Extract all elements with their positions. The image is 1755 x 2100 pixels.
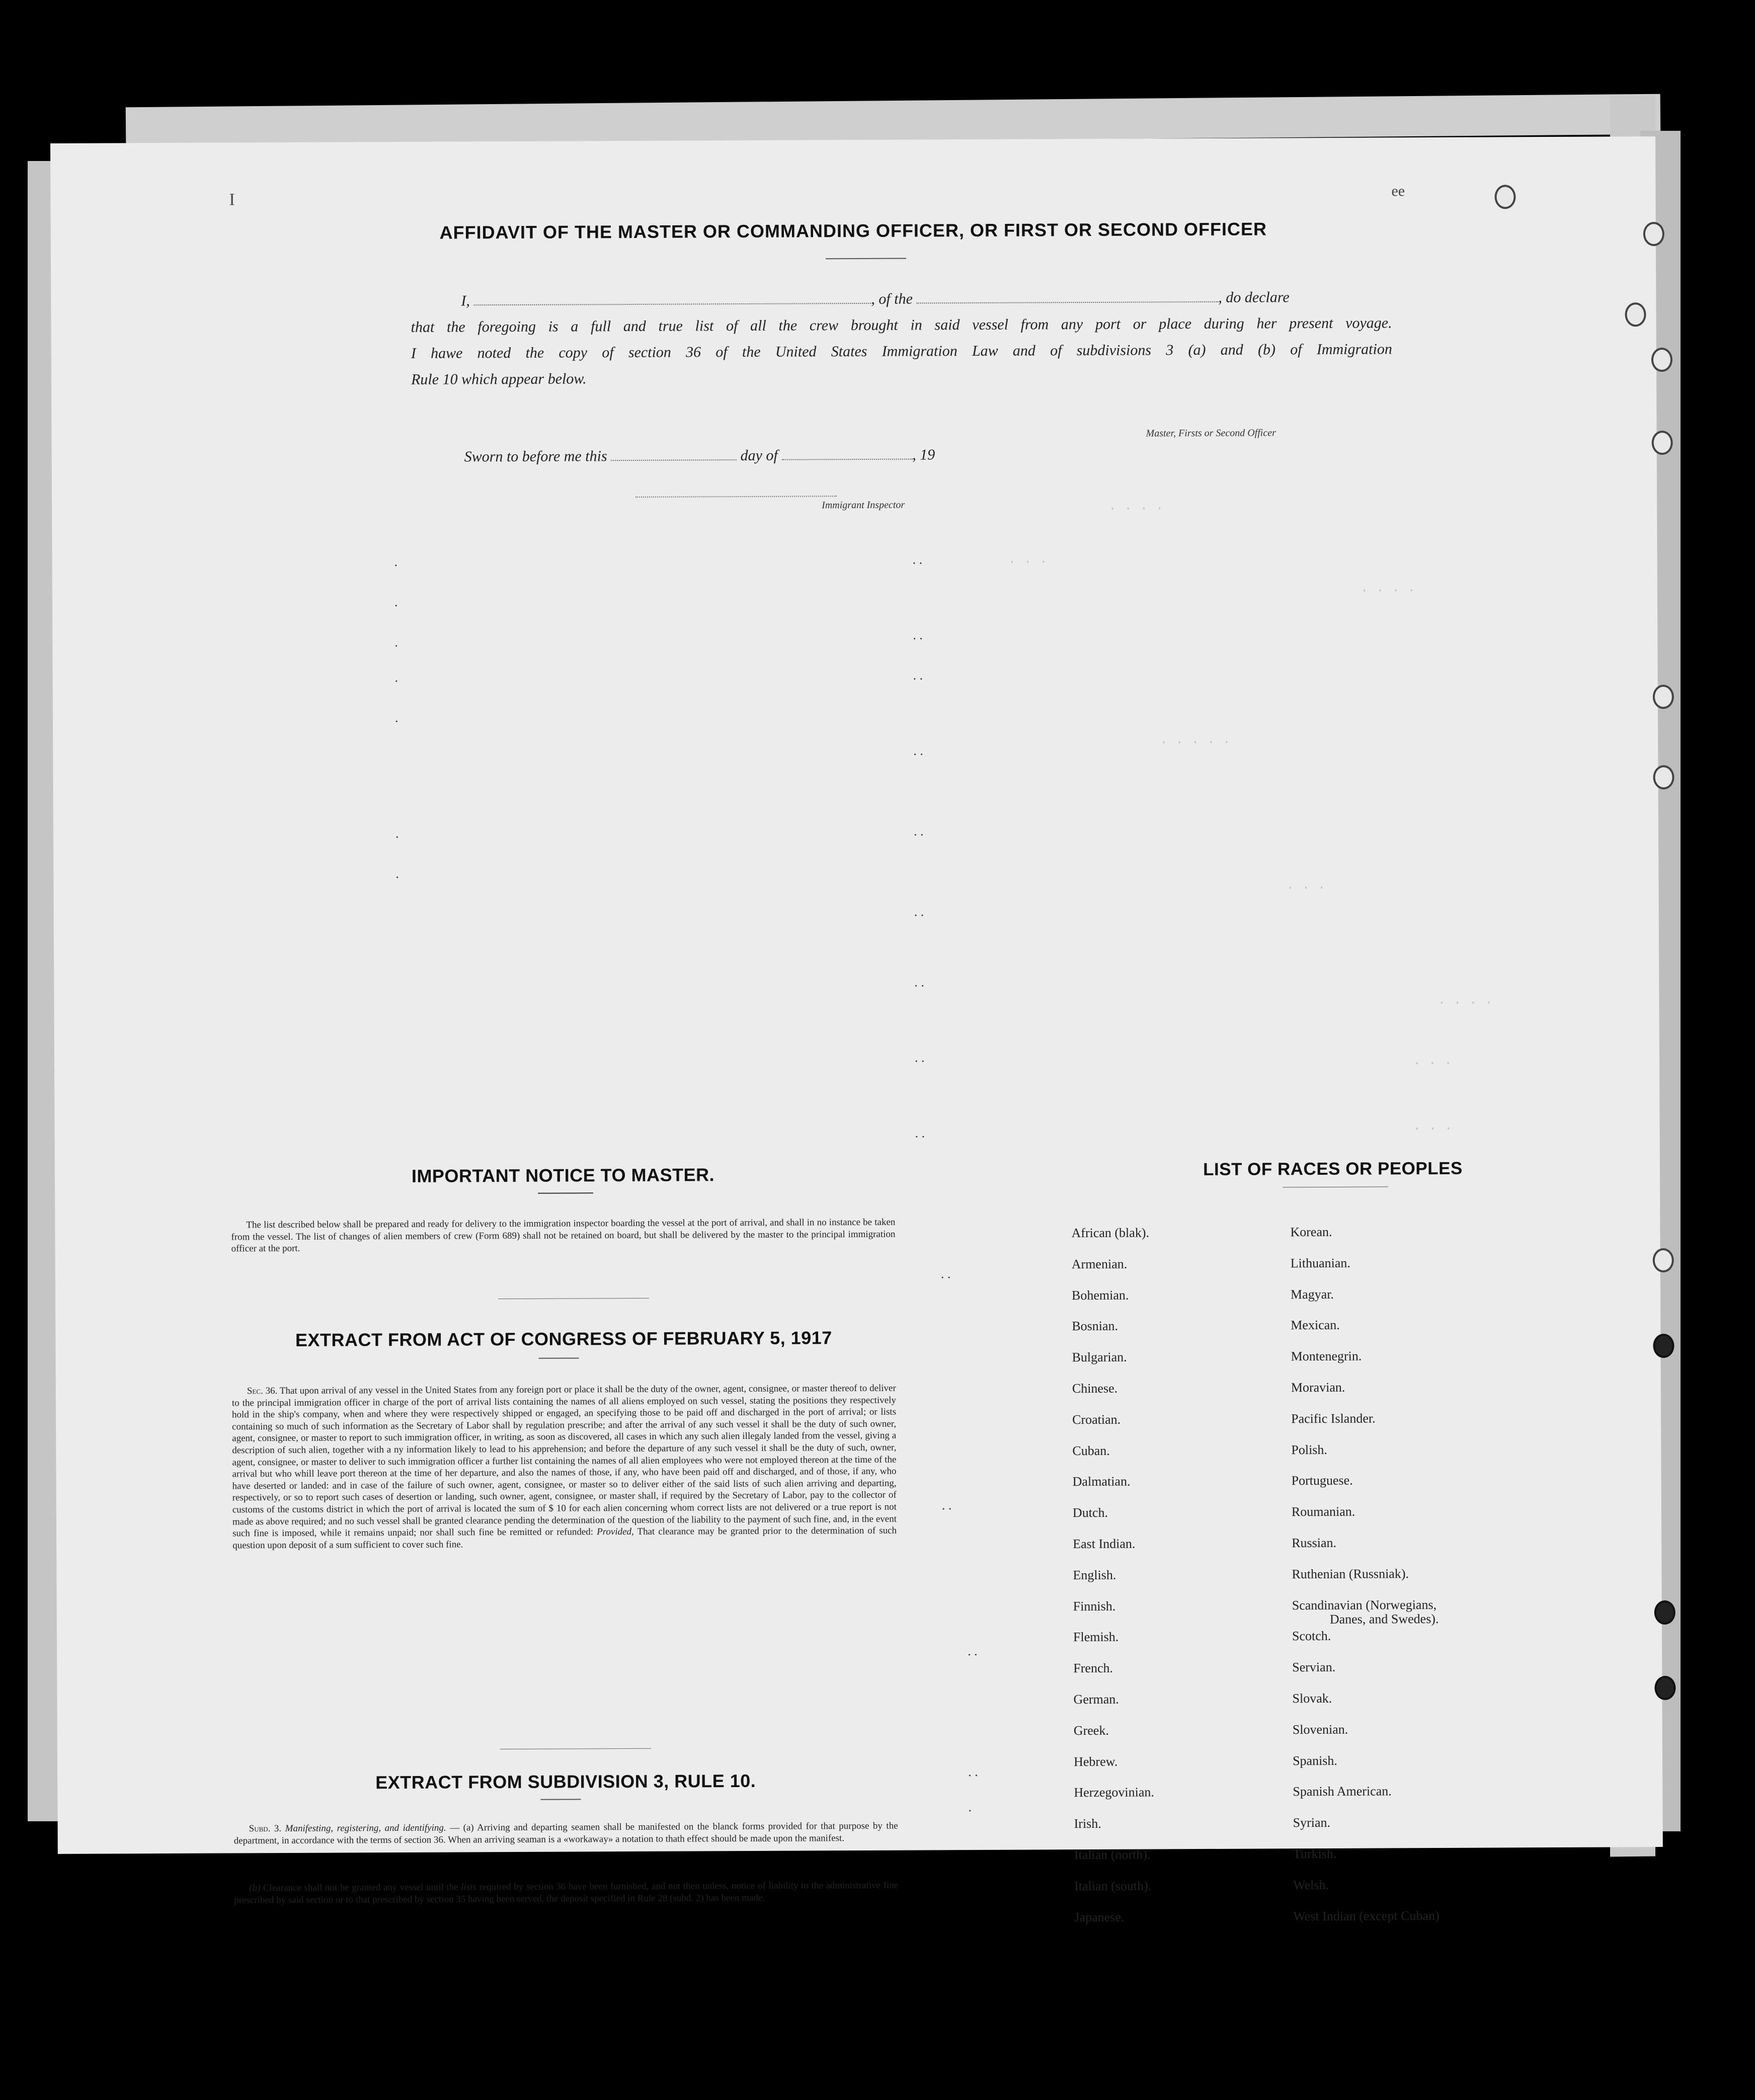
document-page: . . . . . . . . . . . . . . . . . . . . . . . . . . . . . I ee AFFIDAVIT OF THE MASTER OR COMMANDING OFFICER, OR FIRST OR SECOND OFFICER I, , of the , do declare that the foregoing is a full and true list of all the crew brought in said vessel from any port or place during her present voyage. I hawe noted the copy of section 36 of the United States Immigration Law and of subdivisions 3 (a) and (b) of Immigration Rule 10 which appear below. Master, Firsts or Second Officer Sworn to before me this day of , 19 Immigrant Inspector . . . . . . . . . . . . . . . . . . . . . . . . . . . . . . . . . . IMPORTANT NOTICE TO MASTER. The list described below shall be prepared and ready for delivery to the immigration inspector boarding the vessel at the port of arrival, and shall in no instance be taken from the vessel. The list of changes of alien members of crew (Form 689) shall not be retained on board, but shall be delivered by the master to the principal immigration officer at the port. EXTRACT FROM ACT OF CONGRESS OF FEBRUARY 5, 1917 Sec. 36. That upon arrival of any vessel in the United States from any foreign port or place it shall be the duty of the owner, agent, consignee, or master thereof to deliver to the principal immigration officer in charge of the port of arrival lists containing the names of all aliens employed on such vessel, stating the positions they respectively hold in the ship's company, when and where they were respectively shipped or engaged, an specifying those to be paid off and discharged in the port of arrival; or lists containing so much of such information as the Secretary of Labor shall by regulation prescribe; and after the arrival of any such vessel it shall be the duty of such owner, agent, consignee, or master to report to such immigration officer, in writing, as soon as discovered, all cases in which any such alien illegaly landed from the vessel, giving a description of such alien, together with a ny information likely to lead to his apprehension; and before the departure of any such vessel it shall be the duty of such, owner, agent, consignee, or master to deliver to such immigration officer a further list containing the names of all alien employees who were not employed thereon at the time of the arrival but who whill leave port thereon at the time of her departure, and also the names of those, if any, who have been paid off and discharged, and of those, if any, who have deserted or landed: and in case of the failure of such owner, agent, consignee, or master so to deliver either of the said lists of such alien arriving and departing, respectively, or so to report such cases of desertion or landing, such owner, agent, consignee, or master shall, if required by the Secretary of Labor, pay to the collector of customs of the customs district in which the port of arrival is located the sum of $ 10 for each alien concerning whom correct lists are not delivered or a true report is not made as above required; and no such vessel shall be granted clearance pending the determination of the question of the liability to the payment of such fine, and, in the event such fine is imposed, while it remains unpaid; nor shall such fine be remitted or refunded: Provided, That clearance may be granted prior to the determination of such question upon deposit of a sum sufficient to cover such fine. EXTRACT FROM SUBDIVISION 3, RULE 10. Subd. 3. Manifesting, registering, and identifying. — (a) Arriving and departing seamen shall be manifested on the blanck forms provided for that purpose by the department, in accordance with the terms of section 36. When an arriving seaman is a «workaway» a notation to thath effect should be made upon the manifest. (b) Clearance shall not be granted any vessel until the lists required by section 36 have been furnished, and not then unless, notice of liability to the administrative fine prescribed by said section or to that prescribed by section 35 having been served, the deposit specified in Rule 28 (subd. 2) has been made. LIST OF RACES OR PEOPLES African (blak). Armenian. Bohemian. Bosnian. Bulgarian. Chinese. Croatian. Cuban. Dalmatian. Dutch. East Indian. English. Finnish. Flemish. French. German. Greek. Hebrew. Herzegovinian. Irish. Italian (north). Italian (south). Japanese. Korean. Lithuanian. Magyar. Mexican. Montenegrin. Moravian. Pacific Islander. Polish. Portuguese. Roumanian. Russian. Ruthenian (Russniak). Scandinavian (Norwegians, Danes, and Swedes). Scotch. Servian. Slovak. Slovenian. Spanish. Spanish American. Syrian. Turkish. Welsh. West Indian (except Cuban) <box>50 136 1663 1854</box>
race-item: Greek. <box>1073 1723 1109 1738</box>
part-b-text-1: Clearance shall not be granted any vessel until the <box>263 1882 458 1894</box>
race-item: Slovenian. <box>1292 1722 1348 1737</box>
extract-act-body <box>232 1383 897 1552</box>
part-b-label: (b) <box>249 1883 261 1894</box>
extract-act-title: EXTRACT FROM ACT OF CONGRESS OF FEBRUARY 5, 1917 <box>295 1327 832 1350</box>
corner-mark-i: I <box>229 190 235 209</box>
race-item: Italian (north). <box>1074 1847 1151 1863</box>
inspector-label: Immigrant Inspector <box>822 499 905 511</box>
race-item-scandinavian: Scandinavian (Norwegians, <box>1292 1597 1437 1612</box>
lists-word: lists <box>461 1882 476 1893</box>
race-item: Ruthenian (Russniak). <box>1292 1566 1409 1582</box>
sworn-text: Sworn to before me this <box>464 448 607 465</box>
race-item: Slovak. <box>1292 1690 1332 1706</box>
affidavit-line-3: I hawe noted the copy of section 36 of the United States Immigration Law and of subdivisions 3 (a) and (b) of Immigration <box>411 341 1392 362</box>
sworn-month-blank[interactable] <box>781 448 912 460</box>
punch-hole <box>1651 348 1672 372</box>
race-item: Dalmatian. <box>1072 1474 1131 1489</box>
race-item: Bulgarian. <box>1072 1349 1127 1365</box>
race-item: Irish. <box>1074 1816 1101 1831</box>
race-item: Flemish. <box>1073 1630 1119 1645</box>
race-item: Servian. <box>1292 1660 1336 1675</box>
race-item-scandinavian-cont: Danes, and Swedes). <box>1329 1611 1439 1627</box>
divider <box>539 1357 579 1358</box>
race-item: Croatian. <box>1072 1412 1121 1427</box>
race-item: Chinese. <box>1072 1381 1118 1396</box>
race-item: Russian. <box>1292 1535 1337 1551</box>
punch-hole <box>1654 1600 1676 1625</box>
race-item: Cuban. <box>1072 1443 1110 1458</box>
race-item: Moravian. <box>1291 1380 1345 1395</box>
race-item: French. <box>1073 1660 1113 1676</box>
race-item: Pacific Islander. <box>1291 1411 1376 1426</box>
inspector-signature-line[interactable] <box>635 496 837 498</box>
notice-body: The list described below shall be prepared and ready for delivery to the immigration inspector boarding the vessel at the port of arrival, and shall in no instance be taken from the vessel. The list of changes of alien members of crew (Form 689) shall not be retained on board, but shall be delivered by the master to the principal immigration officer at the port. <box>231 1217 896 1254</box>
race-item: Lithuanian. <box>1290 1255 1350 1271</box>
punch-hole <box>1494 185 1515 209</box>
race-item: Scotch. <box>1292 1629 1331 1644</box>
race-item: Herzegovinian. <box>1074 1785 1154 1800</box>
race-item: Armenian. <box>1071 1256 1128 1271</box>
subd-part-a: — (a) Arriving and departing seamen shall be manifested on the blanck forms provided for that purpose by the department, in accordance with the terms of section 36. When an arriving seaman is a «workaway» a notation to thath effect should be made upon the manifest. <box>233 1820 898 1846</box>
race-item: Hebrew. <box>1073 1754 1118 1769</box>
race-item: Japanese. <box>1074 1909 1125 1924</box>
affidavit-line-4: Rule 10 which appear below. <box>411 370 587 388</box>
sec-36-end: That clearance may be granted prior to the determination of such question upon deposit of a sum sufficient to cover such fine. <box>232 1525 897 1551</box>
extract-rule-part-b <box>234 1880 898 1906</box>
race-item: African (blak). <box>1071 1225 1150 1241</box>
punch-hole <box>1653 685 1674 709</box>
race-item: Magyar. <box>1290 1286 1334 1302</box>
sworn-year: , 19 <box>912 446 935 463</box>
extract-rule-part-a <box>234 1820 898 1847</box>
affidavit-do-declare: , do declare <box>1218 289 1290 306</box>
punch-hole <box>1652 431 1673 455</box>
affidavit-of-the: , of the <box>871 290 913 307</box>
race-item: Polish. <box>1291 1442 1327 1457</box>
race-item <box>1292 1597 1439 1629</box>
races-left-column <box>1071 1225 1155 1941</box>
affidavit-line-2: that the foregoing is a full and true list of all the crew brought in said vessel from any port or place during her present voyage. <box>411 314 1392 336</box>
race-item: Spanish. <box>1292 1753 1337 1768</box>
race-item: Syrian. <box>1293 1815 1331 1830</box>
race-item: Dutch. <box>1072 1505 1108 1520</box>
race-item: Mexican. <box>1291 1318 1340 1333</box>
race-item: Spanish American. <box>1293 1784 1392 1799</box>
name-blank[interactable] <box>473 292 871 305</box>
race-item: German. <box>1073 1691 1119 1707</box>
affidavit-i: I, <box>461 292 470 309</box>
punch-hole <box>1653 1248 1674 1272</box>
sworn-day-of: day of <box>740 447 778 464</box>
divider <box>540 1799 581 1800</box>
punch-hole <box>1654 1676 1676 1700</box>
corner-annotation: ee <box>1391 183 1405 200</box>
master-signature-label: Master, Firsts or Second Officer <box>1146 427 1276 439</box>
provided-word: Provided, <box>597 1526 634 1538</box>
affidavit-title: AFFIDAVIT OF THE MASTER OR COMMANDING OFFICER, OR FIRST OR SECOND OFFICER <box>439 218 1267 243</box>
divider <box>1283 1186 1388 1187</box>
divider <box>500 1748 651 1749</box>
extract-rule-title: EXTRACT FROM SUBDIVISION 3, RULE 10. <box>375 1770 756 1793</box>
affidavit-line-1 <box>461 288 1392 309</box>
race-item: Turkish. <box>1293 1846 1337 1862</box>
race-item: Bosnian. <box>1072 1319 1119 1334</box>
race-item: Roumanian. <box>1291 1504 1355 1519</box>
notice-title: IMPORTANT NOTICE TO MASTER. <box>411 1164 715 1186</box>
race-item: West Indian (except Cuban) <box>1293 1908 1440 1923</box>
races-title: LIST OF RACES OR PEOPLES <box>1203 1158 1463 1180</box>
race-item: Welsh. <box>1293 1877 1329 1892</box>
race-item: Montenegrin. <box>1291 1348 1362 1364</box>
divider <box>826 258 906 260</box>
race-item: Portuguese. <box>1291 1473 1353 1488</box>
subd-label: Subd. 3. <box>249 1823 282 1834</box>
race-item: English. <box>1073 1567 1116 1582</box>
punch-hole <box>1625 302 1646 327</box>
race-item: Korean. <box>1290 1224 1332 1240</box>
sec-label: Sec. 36. <box>247 1386 278 1397</box>
divider <box>498 1298 649 1299</box>
race-item: Italian (south). <box>1074 1878 1152 1893</box>
sec-36-text: That upon arrival of any vessel in the United States from any foreign port or place it shall be the duty of the owner, agent, consignee, or master thereof to deliver to the principal immigration officer in charge of the port of arrival lists containing the names of all aliens employed on such vessel, stating the positions they respectively hold in the ship's company, when and where they were respectively shipped or engaged, an specifying those to be paid off and discharged in the port of arrival; or lists containing so much of such information as the Secretary of Labor shall by regulation prescribe; and after the arrival of any such vessel it shall be the duty of such owner, agent, consignee, or master to report to such immigration officer, in writing, as soon as discovered, all cases in which any such alien illegaly landed from the vessel, giving a description of such alien, together with a ny information likely to lead to his apprehension; and before the departure of any such vessel it shall be the duty of such, owner, agent, consignee, or master to deliver to such immigration officer a further list containing the names of all alien employees who were not employed thereon at the time of the arrival but who whill leave port thereon at the time of her departure, and also the names of those, if any, who have been paid off and discharged, and of those, if any, who have deserted or landed: and in case of the failure of such owner, agent, consignee, or master so to deliver either of the said lists of such alien arriving and departing, respectively, or so to report such cases of desertion or landing, such owner, agent, consignee, or master shall, if required by the Secretary of Labor, pay to the collector of customs of the customs district in which the port of arrival is located the sum of $ 10 for each alien concerning whom correct lists are not delivered or a true report is not made as above required; and no such vessel shall be granted clearance pending the determination of the question of the liability to the payment of such fine, and, in the event such fine is imposed, while it remains unpaid; nor shall such fine be remitted or refunded: <box>231 1383 897 1539</box>
vessel-blank[interactable] <box>916 290 1218 304</box>
race-item: Bohemian. <box>1071 1287 1129 1303</box>
sworn-line <box>464 446 1068 465</box>
races-right-column <box>1290 1224 1440 1940</box>
punch-hole <box>1653 765 1674 789</box>
part-b-text-2: required by section 36 have been furnished, and not then unless, notice of liability to the administrative fine prescribed by said section or to that prescribed by section 35 having been served, the deposit specified in Rule 28 (subd. 2) has been made. <box>234 1880 899 1906</box>
sworn-day-blank[interactable] <box>611 448 737 461</box>
race-item: East Indian. <box>1073 1536 1136 1552</box>
punch-hole <box>1653 1334 1674 1358</box>
race-item: Finnish. <box>1073 1598 1116 1613</box>
divider <box>538 1192 593 1193</box>
subd-heading: Manifesting, registering, and identifying. <box>285 1822 446 1834</box>
